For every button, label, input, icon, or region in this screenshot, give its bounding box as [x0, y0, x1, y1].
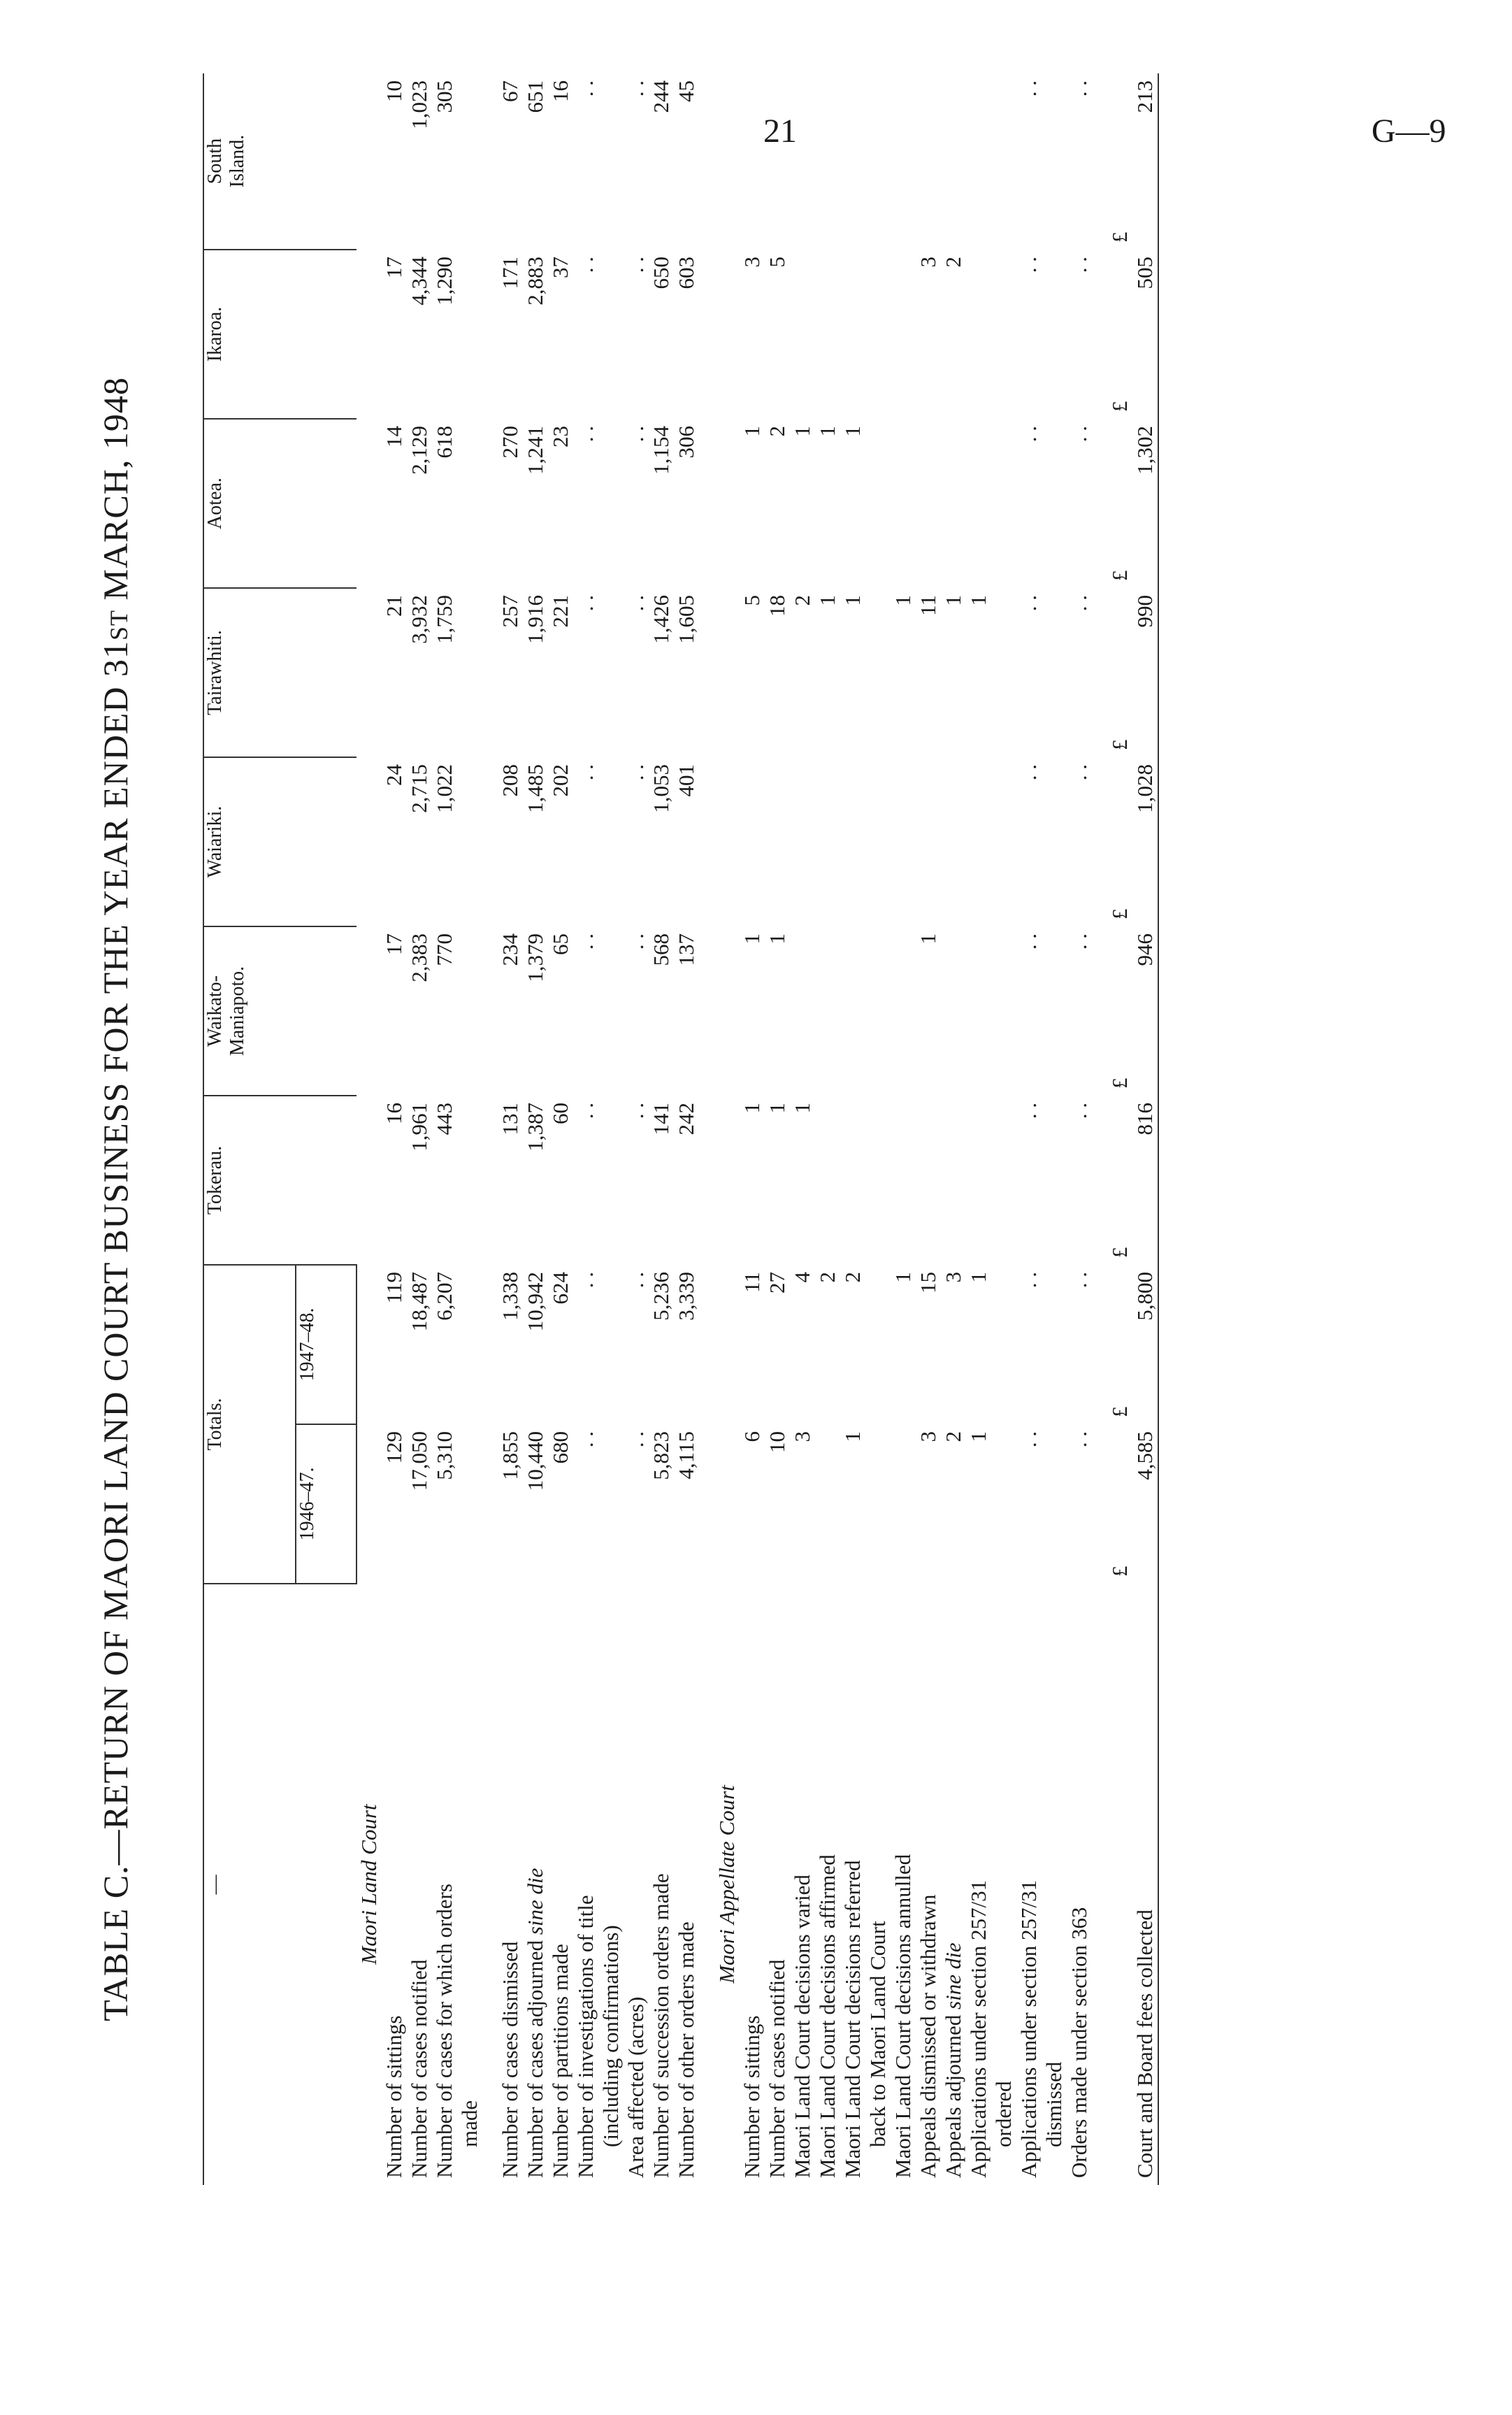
table-cell: 305: [432, 80, 456, 113]
table-cell: 1,759: [432, 595, 456, 644]
row-label: Maori Land Court decisions referred back to Maori Land Court: [840, 1860, 890, 2178]
table-cell: 1,302: [1132, 419, 1158, 588]
table-cell: 1,290: [432, 257, 456, 306]
table-cell: 1: [916, 933, 940, 945]
pound-sign: £: [1107, 1247, 1132, 1258]
table-cell: . .: [624, 257, 648, 273]
table-cell: 2,129: [407, 426, 431, 475]
table-cell: 3: [916, 257, 940, 268]
table-cell: . .: [573, 80, 598, 97]
pound-sign: £: [1107, 231, 1132, 243]
table-cell: 1,241: [523, 426, 547, 475]
table-cell: 213: [1132, 73, 1158, 250]
table-cell: . .: [573, 1103, 598, 1119]
table-cell: 1,379: [523, 933, 547, 982]
table-row: [1107, 73, 1132, 2185]
table-cell: 171: [498, 257, 522, 289]
table-cell: [815, 757, 840, 926]
table-cell: 618: [432, 426, 456, 459]
table-cell: [966, 250, 1016, 419]
table-cell: 23: [548, 426, 573, 447]
row-label: Maori Land Court decisions affirmed: [815, 1854, 840, 2178]
table-cell: [815, 1424, 840, 1584]
table-cell: 119: [382, 1272, 406, 1304]
table-cell: [916, 73, 941, 250]
aotea-header: Aotea.: [203, 419, 357, 588]
table-cell: 10,440: [523, 1431, 547, 1491]
table-cell: [966, 926, 1016, 1096]
row-label: Appeals adjourned sine die: [941, 1942, 965, 2178]
table-cell: 11: [740, 1272, 764, 1293]
table-cell: 5,236: [649, 1272, 673, 1321]
row-label: Number of sittings: [382, 2015, 406, 2178]
row-label: Applications under section 257/31 ordered: [966, 1879, 1016, 2178]
table-cell: 816: [1132, 1096, 1158, 1265]
table-cell: 16: [382, 1103, 406, 1124]
pound-sign: £: [1107, 401, 1132, 412]
table-cell: 10: [765, 1431, 789, 1453]
table-cell: 5,823: [649, 1431, 673, 1480]
table-cell: 137: [674, 933, 698, 966]
table-cell: . .: [1067, 426, 1091, 443]
table-cell: . .: [1016, 595, 1041, 612]
table-cell: [891, 1424, 916, 1584]
table-cell: 603: [674, 257, 698, 289]
table-cell: 17: [382, 257, 406, 278]
row-label: Number of cases for which orders made: [432, 1884, 482, 2178]
table-cell: 1,916: [523, 595, 547, 644]
row-label: Number of cases notified: [765, 1959, 789, 2178]
table-cell: . .: [1016, 80, 1041, 97]
table-cell: [765, 73, 790, 250]
south-island-header: South Island.: [203, 73, 357, 250]
table-row: [649, 73, 674, 2185]
table-cell: [966, 1096, 1016, 1265]
table-cell: [916, 1096, 941, 1265]
table-cell: 1: [815, 595, 840, 606]
tairawhiti-header: Tairawhiti.: [203, 588, 357, 757]
table-cell: 1: [740, 1103, 764, 1114]
table-cell: 1: [840, 426, 865, 437]
table-cell: 3,932: [407, 595, 431, 644]
table-cell: 3: [790, 1431, 814, 1442]
table-cell: 1,426: [649, 595, 673, 644]
table-cell: 16: [548, 80, 573, 102]
table-cell: 3: [916, 1431, 940, 1442]
table-cell: 270: [498, 426, 522, 459]
year-1947-header: 1947–48.: [296, 1265, 357, 1424]
table-cell: 1,053: [649, 764, 673, 813]
table-cell: . .: [573, 257, 598, 273]
table-cell: 2: [765, 426, 789, 437]
table-cell: [815, 1096, 840, 1265]
table-cell: [1107, 926, 1132, 1096]
table-row: [498, 73, 523, 2185]
row-label: Court and Board fees collected: [1132, 1584, 1158, 2185]
table-cell: [966, 757, 1016, 926]
table-row: [407, 73, 432, 2185]
table-cell: [815, 250, 840, 419]
table-cell: . .: [1067, 1272, 1091, 1289]
table-cell: . .: [1067, 595, 1091, 612]
table-cell: [966, 419, 1016, 588]
table-cell: . .: [573, 595, 598, 612]
table-cell: 1: [966, 1272, 991, 1283]
table-cell: 1,338: [498, 1272, 522, 1321]
row-label: Appeals dismissed or withdrawn: [916, 1894, 940, 2178]
table-cell: [916, 757, 941, 926]
table-cell: 650: [649, 257, 673, 289]
table-cell: 3: [941, 1272, 965, 1283]
tokerau-header: Tokerau.: [203, 1096, 357, 1265]
table-cell: [790, 757, 815, 926]
table-cell: 24: [382, 764, 406, 786]
table-cell: 680: [548, 1431, 573, 1464]
table-cell: 2: [941, 257, 965, 268]
table-cell: 1: [840, 1431, 865, 1442]
table-row: [1132, 73, 1158, 2185]
table-row: [916, 73, 941, 2185]
table-cell: 651: [523, 80, 547, 113]
section-appellate-court: [714, 73, 740, 2185]
table-cell: 2: [941, 1431, 965, 1442]
table-row: [573, 73, 624, 2185]
pound-sign: £: [1107, 1565, 1132, 1577]
table-cell: 1,961: [407, 1103, 431, 1152]
table-cell: 1: [891, 1272, 915, 1283]
waiariki-header: Waiariki.: [203, 757, 357, 926]
table-cell: . .: [624, 1103, 648, 1119]
table-cell: . .: [624, 764, 648, 781]
table-cell: 14: [382, 426, 406, 447]
table-cell: [941, 419, 966, 588]
table-cell: [840, 73, 891, 250]
table-cell: 10,942: [523, 1272, 547, 1332]
table-cell: [790, 926, 815, 1096]
table-row: [840, 73, 891, 2185]
table-cell: 1: [740, 933, 764, 945]
section-land-court: [357, 73, 382, 2185]
table-row: [966, 73, 1016, 2185]
table-cell: [941, 926, 966, 1096]
table-cell: 1,028: [1132, 757, 1158, 926]
table-cell: . .: [1016, 426, 1041, 443]
table-cell: 1: [840, 595, 865, 606]
table-cell: [1107, 588, 1132, 757]
table-cell: [1107, 1096, 1132, 1265]
table-cell: 770: [432, 933, 456, 966]
table-title: TABLE C.—RETURN OF MAORI LAND COURT BUSINESS FOR THE YEAR ENDED 31ST MARCH, 1948: [96, 377, 135, 2021]
table-cell: 2,715: [407, 764, 431, 813]
table-cell: 1: [966, 595, 991, 606]
table-cell: [1107, 757, 1132, 926]
pound-sign: £: [1107, 570, 1132, 581]
table-cell: [765, 757, 790, 926]
table-cell: 234: [498, 933, 522, 966]
table-cell: 37: [548, 257, 573, 278]
table-cell: 2,383: [407, 933, 431, 982]
table-cell: 5: [740, 595, 764, 606]
table-cell: . .: [1016, 257, 1041, 273]
row-label: Area affected (acres): [624, 1996, 648, 2178]
table-cell: [740, 757, 765, 926]
table-cell: 990: [1132, 588, 1158, 757]
table-cell: 1: [790, 426, 814, 437]
table-cell: . .: [1016, 1431, 1041, 1448]
table-cell: [840, 250, 891, 419]
table-cell: [941, 1096, 966, 1265]
table-cell: 208: [498, 764, 522, 797]
table-cell: . .: [1067, 933, 1091, 950]
table-cell: [1107, 419, 1132, 588]
table-cell: 60: [548, 1103, 573, 1124]
table-cell: 1: [815, 426, 840, 437]
table-cell: [916, 419, 941, 588]
table-cell: . .: [624, 1431, 648, 1448]
table-cell: 443: [432, 1103, 456, 1135]
table-cell: 1: [765, 933, 789, 945]
table-row: [624, 73, 649, 2185]
table-cell: [966, 73, 1016, 250]
pound-sign: £: [1107, 739, 1132, 750]
table-cell: 21: [382, 595, 406, 617]
table-row: [891, 73, 916, 2185]
table-cell: . .: [573, 764, 598, 781]
table-cell: 27: [765, 1272, 789, 1294]
table-cell: 11: [916, 595, 940, 616]
table-row: [382, 73, 407, 2185]
table-cell: [815, 926, 840, 1096]
table-cell: 18: [765, 595, 789, 617]
table-cell: 221: [548, 595, 573, 628]
table-cell: 306: [674, 426, 698, 459]
table-row: [815, 73, 840, 2185]
table-cell: 2: [840, 1272, 865, 1283]
table-cell: [891, 926, 916, 1096]
table-cell: . .: [1067, 1103, 1091, 1119]
table-cell: 2: [790, 595, 814, 606]
table-cell: . .: [624, 933, 648, 950]
table-cell: 242: [674, 1103, 698, 1135]
table-cell: 10: [382, 80, 406, 102]
table-row: [548, 73, 573, 2185]
waikato-header: Waikato- Maniapoto.: [203, 926, 357, 1096]
row-label: Number of other orders made: [674, 1921, 698, 2178]
page-number: 21: [763, 113, 797, 150]
table-cell: [891, 250, 916, 419]
table-cell: 1,605: [674, 595, 698, 644]
row-label: Applications under section 257/31 dismissed: [1016, 1879, 1066, 2178]
table-cell: 4: [790, 1272, 814, 1283]
table-row: [432, 73, 482, 2185]
row-label: Number of succession orders made: [649, 1873, 673, 2178]
table-cell: [815, 73, 840, 250]
table-cell: . .: [573, 1272, 598, 1289]
table-cell: 45: [674, 80, 698, 102]
table-cell: . .: [1016, 933, 1041, 950]
table-cell: 1,387: [523, 1103, 547, 1152]
table-cell: 401: [674, 764, 698, 797]
table-cell: 1,485: [523, 764, 547, 813]
pound-sign: £: [1107, 1406, 1132, 1417]
table-cell: [740, 73, 765, 250]
table-cell: 1,154: [649, 426, 673, 475]
row-label: Number of cases notified: [407, 1959, 431, 2178]
table-cell: 2,883: [523, 257, 547, 306]
table-cell: . .: [1016, 1272, 1041, 1289]
table-cell: 1,855: [498, 1431, 522, 1480]
table-cell: [790, 250, 815, 419]
table-row: [740, 73, 765, 2185]
table-cell: . .: [573, 426, 598, 443]
table-cell: 1: [966, 1431, 991, 1442]
table-cell: . .: [1067, 1431, 1091, 1448]
table-cell: [941, 757, 966, 926]
row-label: Maori Land Court decisions annulled: [891, 1854, 915, 2178]
table-cell: 17: [382, 933, 406, 955]
table-row: [941, 73, 966, 2185]
table-cell: [840, 926, 891, 1096]
table-cell: . .: [1016, 764, 1041, 781]
table-row: [1067, 73, 1092, 2185]
table-cell: . .: [1067, 764, 1091, 781]
table-cell: 67: [498, 80, 522, 102]
table-cell: [891, 73, 916, 250]
totals-header: Totals.: [203, 1265, 296, 1584]
table-cell: [1107, 1424, 1132, 1584]
row-label: Maori Land Court decisions varied: [790, 1875, 814, 2178]
table-cell: . .: [573, 1431, 598, 1448]
table-cell: [891, 1096, 916, 1265]
rotated-table-block: [84, 80, 1370, 2185]
table-cell: 244: [649, 80, 673, 113]
year-1946-header: 1946–47.: [296, 1424, 357, 1584]
table-cell: . .: [1016, 1103, 1041, 1119]
ikaroa-header: Ikaroa.: [203, 250, 357, 419]
table-cell: 1: [941, 595, 965, 606]
table-cell: 202: [548, 764, 573, 797]
row-label: Number of cases adjourned sine die: [523, 1868, 547, 2178]
table-cell: 18,487: [407, 1272, 431, 1332]
table-cell: [840, 757, 891, 926]
pound-sign: £: [1107, 1077, 1132, 1089]
section-heading: Maori Appellate Court: [714, 1785, 739, 1984]
table-cell: [891, 757, 916, 926]
table-cell: 17,050: [407, 1431, 431, 1491]
table-row: [523, 73, 548, 2185]
table-cell: [840, 1096, 891, 1265]
table-cell: 624: [548, 1272, 573, 1305]
table-cell: 568: [649, 933, 673, 966]
table-row: [674, 73, 699, 2185]
document-reference: G—9: [1371, 113, 1446, 150]
table-cell: [1107, 250, 1132, 419]
table-cell: 3,339: [674, 1272, 698, 1321]
table-cell: 3: [740, 257, 764, 268]
table-cell: . .: [624, 595, 648, 612]
table-cell: 5,310: [432, 1431, 456, 1480]
row-label: Orders made under section 363: [1067, 1907, 1091, 2178]
court-business-table: [203, 73, 1159, 2185]
table-cell: . .: [624, 80, 648, 97]
stub-header: —: [203, 1584, 357, 2185]
table-cell: 1: [765, 1103, 789, 1114]
table-cell: 946: [1132, 926, 1158, 1096]
row-label: Number of investigations of title (including confirmations): [573, 1895, 623, 2178]
table-cell: 1: [790, 1103, 814, 1114]
table-cell: [891, 419, 916, 588]
table-cell: 2: [815, 1272, 840, 1283]
table-cell: [790, 73, 815, 250]
section-heading: Maori Land Court: [357, 1804, 381, 1965]
table-cell: [1107, 1265, 1132, 1424]
row-label: Number of cases dismissed: [498, 1941, 522, 2178]
table-cell: 65: [548, 933, 573, 955]
table-cell: 5: [765, 257, 789, 268]
table-cell: 131: [498, 1103, 522, 1135]
table-cell: 1,023: [407, 80, 431, 129]
table-cell: 1: [891, 595, 915, 606]
row-label: Number of partitions made: [548, 1944, 573, 2178]
table-cell: 4,585: [1132, 1424, 1158, 1584]
row-label: [1107, 1584, 1132, 2185]
table-cell: 6,207: [432, 1272, 456, 1321]
table-cell: . .: [624, 426, 648, 443]
table-cell: [1107, 73, 1132, 250]
table-cell: 1,022: [432, 764, 456, 813]
table-cell: [941, 73, 966, 250]
table-row: [1016, 73, 1067, 2185]
table-cell: 4,344: [407, 257, 431, 306]
table-cell: 257: [498, 595, 522, 628]
table-cell: 6: [740, 1431, 764, 1442]
table-cell: 15: [916, 1272, 940, 1294]
table-row: [765, 73, 790, 2185]
table-cell: . .: [573, 933, 598, 950]
table-cell: 141: [649, 1103, 673, 1135]
table-cell: . .: [624, 1272, 648, 1289]
table-cell: 129: [382, 1431, 406, 1464]
row-label: Number of sittings: [740, 2015, 764, 2178]
table-cell: 505: [1132, 250, 1158, 419]
pound-sign: £: [1107, 908, 1132, 919]
table-row: [790, 73, 815, 2185]
table-cell: 4,115: [674, 1431, 698, 1479]
table-cell: . .: [1067, 80, 1091, 97]
table-cell: . .: [1067, 257, 1091, 273]
table-cell: 5,800: [1132, 1265, 1158, 1424]
table-cell: 1: [740, 426, 764, 437]
